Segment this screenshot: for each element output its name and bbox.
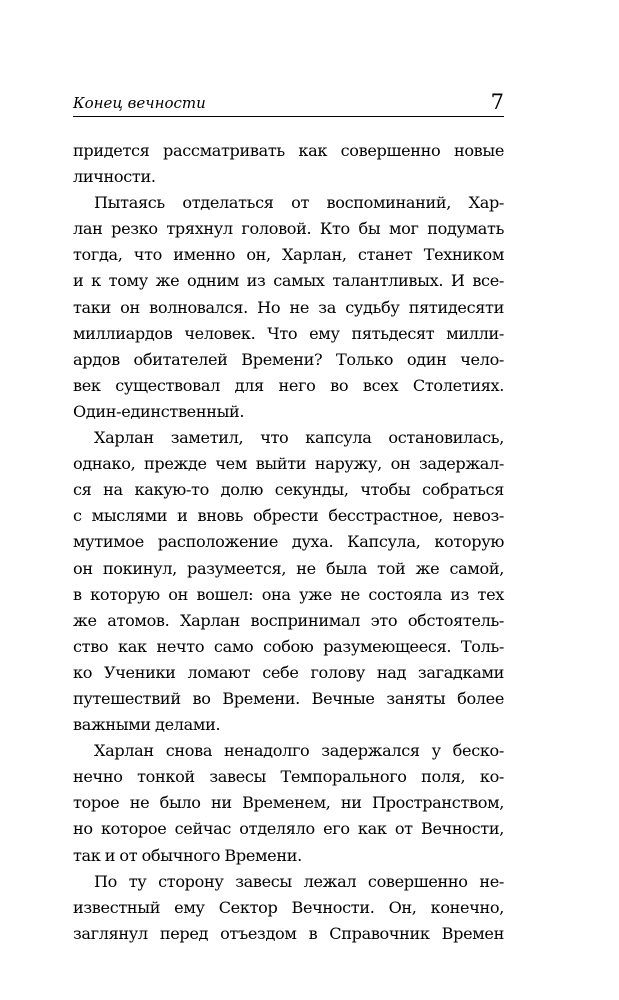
paragraph-4 [73,738,504,868]
text-line: известный ему Сектор Вечности. Он, конечно, [73,897,504,917]
text-line: личности. [73,167,156,187]
text-line: торое не было ни Временем, ни Пространством, [73,793,504,813]
text-line: же атомов. Харлан воспринимал это обстоятель- [73,610,504,630]
text-line: По ту сторону завесы лежал совершенно не- [94,871,504,891]
text-line: с мыслями и вновь обрести бесстрастное, невоз- [73,506,504,526]
text-line: таки он волновался. Но не за судьбу пятидесяти [73,297,504,317]
text-line: но которое сейчас отделяло его как от Вечности, [73,819,504,839]
text-line: и к тому же одним из самых талантливых. И все- [73,271,504,291]
text-line: ко Ученики ломают себе голову над загадками [73,662,504,682]
text-line: тогда, что именно он, Харлан, станет Техником [73,245,504,265]
text-line: в которую он вошел: она уже не состояла из тех [73,584,504,604]
text-line: Один-единственный. [73,401,245,421]
text-line: важными делами. [73,715,221,735]
text-line: путешествий во Времени. Вечные заняты более [73,688,504,708]
text-line: ардов обитателей Времени? Только один чело- [73,349,504,369]
text-line: век существовал для него во всех Столетиях. [73,375,504,395]
text-line: однако, прежде чем выйти наружу, он задержал- [73,454,504,474]
text-line: ся на какую-то долю секунды, чтобы собраться [73,480,504,500]
text-line: лан резко тряхнул головой. Кто бы мог подумать [73,219,504,239]
text-line: Харлан заметил, что капсула остановилась, [94,428,504,448]
text-line: мутимое расположение духа. Капсула, которую [73,532,504,552]
text-line: миллиардов человек. Что ему пятьдесят милли- [73,323,504,343]
text-line: придется рассматривать как совершенно новые [73,141,504,160]
paragraph-5 [73,869,504,947]
text-line: ство как нечто само собою разумеющееся. Толь- [73,636,504,656]
running-header [73,88,504,117]
text-line: Пытаясь отделаться от воспоминаний, Хар- [94,193,504,213]
text-line: он покинул, разумеется, не была той же самой, [73,558,504,578]
paragraph-3 [73,425,504,738]
text-line: Харлан снова ненадолго задержался у беско- [94,741,504,761]
text-line: так и от обычного Времени. [73,845,302,865]
text-line: нечно тонкой завесы Темпорального поля, ко- [73,767,504,787]
text-line: заглянул перед отъездом в Справочник Времен [73,923,504,943]
paragraph-2 [73,190,504,425]
paragraph-1 [73,138,504,190]
running-title: Конец вечности [73,94,206,112]
page-number: 7 [490,90,504,114]
body-text [73,138,504,947]
